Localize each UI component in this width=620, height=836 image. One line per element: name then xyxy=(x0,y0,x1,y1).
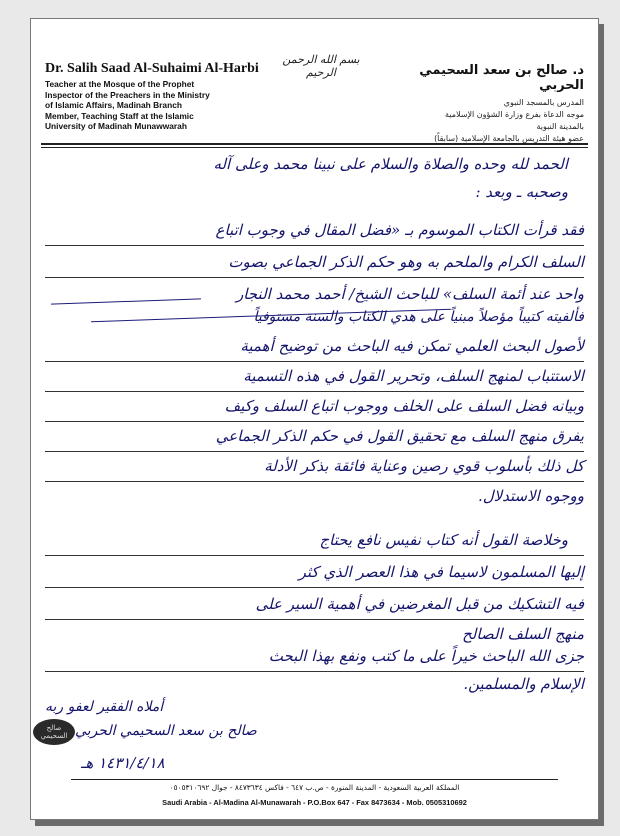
ruled-line xyxy=(45,587,584,588)
handwritten-line: منهج السلف الصالح xyxy=(462,625,584,643)
letter-date: ١٤٣١/٤/١٨ هـ xyxy=(81,754,165,772)
title-line-arabic: عضو هيئة التدريس بالجامعة الإسلامية (سابقاً) xyxy=(434,134,584,143)
signature-name: صالح بن سعد السحيمي الحربي xyxy=(75,723,257,739)
handwritten-line: كل ذلك بأسلوب قوي رصين وعناية فائقة بذكر الأدلة xyxy=(264,457,584,475)
ruled-line xyxy=(45,555,584,556)
ruled-line xyxy=(45,361,584,362)
handwritten-line: جزى الله الباحث خيراً على ما كتب ونفع بهذا البحث xyxy=(268,647,584,665)
letter-page xyxy=(30,18,599,820)
title-line: University of Madinah Munawwarah xyxy=(45,121,187,132)
title-line: of Islamic Affairs, Madinah Branch xyxy=(45,100,182,111)
handwritten-line: واحد عند أئمة السلف» للباحث الشيخ/ أحمد محمد النجار xyxy=(236,285,584,303)
handwritten-line: فقد قرأت الكتاب الموسوم بـ «فضل المقال في وجوب اتباع xyxy=(215,221,584,239)
author-name-arabic: د. صالح بن سعد السحيمي الحربي xyxy=(419,63,584,93)
handwritten-line: وصحبه ـ وبعد : xyxy=(475,183,568,201)
signature-stamp: صالح السحيمي xyxy=(33,719,75,745)
handwritten-line: وبيانه فضل السلف على الخلف ووجوب اتباع السلف وكيف xyxy=(224,397,584,415)
handwritten-line: فألفيته كتيباً مؤصلاً مبنياً على هدي الكتاب والسنة مستوفياً xyxy=(253,309,584,325)
title-line: Teacher at the Mosque of the Prophet xyxy=(45,79,195,89)
footer-divider xyxy=(71,779,558,780)
strikethrough-mark xyxy=(51,298,201,304)
footer-arabic: المملكة العربية السعودية - المدينة المنورة - ص.ب ٦٤٧ - فاكس ٨٤٧٣٦٣٤ - جوال ٠٥٠٥٣١٠٦٩٢ xyxy=(169,783,460,792)
handwritten-line: لأصول البحث العلمي تمكن فيه الباحث من توضيح أهمية xyxy=(240,337,584,355)
ruled-line xyxy=(45,245,584,246)
basmala-calligraphy: بسم الله الرحمن الرحيم xyxy=(282,53,360,79)
handwritten-line: إليها المسلمون لاسيما في هذا العصر الذي كثر xyxy=(298,563,584,581)
handwritten-line: الاستتباب لمنهج السلف، وتحرير القول في هذه التسمية xyxy=(243,367,584,385)
ruled-line xyxy=(45,277,584,278)
title-line: Inspector of the Preachers in the Ministry xyxy=(45,89,210,100)
header-divider xyxy=(41,143,588,145)
header-divider xyxy=(41,147,588,148)
title-line-arabic: موجه الدعاة بفرع وزارة الشؤون الإسلامية xyxy=(444,110,584,119)
dictated-by-note: أملاه الفقير لعفو ربه xyxy=(45,699,164,715)
footer-english: Saudi Arabia - Al-Madina Al-Munawarah - P.O.Box 647 - Fax 8473634 - Mob. 0505310692 xyxy=(162,798,467,807)
handwritten-line: السلف الكرام والملحم به وهو حكم الذكر الجماعي بصوت xyxy=(228,253,584,271)
ruled-line xyxy=(45,451,584,452)
letterhead-arabic xyxy=(384,63,584,145)
handwritten-line: وخلاصة القول أنه كتاب نفيس نافع يحتاج xyxy=(319,531,568,549)
author-name-english: Dr. Salih Saad Al-Suhaimi Al-Harbi xyxy=(45,61,259,76)
title-line-arabic: بالمدينة النبوية xyxy=(536,122,584,131)
ruled-line xyxy=(45,619,584,620)
ruled-line xyxy=(45,421,584,422)
handwritten-line: فيه التشكيك من قبل المغرضين في أهمية السير على xyxy=(255,595,584,613)
handwritten-line: يفرق منهج السلف مع تحقيق القول في حكم الذكر الجماعي xyxy=(215,427,584,445)
ruled-line xyxy=(45,481,584,482)
handwritten-line: الإسلام والمسلمين. xyxy=(463,675,584,693)
title-line-arabic: المدرس بالمسجد النبوي xyxy=(503,98,584,107)
title-line: Member, Teaching Staff at the Islamic xyxy=(45,110,194,121)
handwritten-line: الحمد لله وحده والصلاة والسلام على نبينا محمد وعلى آله xyxy=(213,155,568,173)
letterhead-english xyxy=(45,61,260,132)
handwritten-line: ووجوه الاستدلال. xyxy=(477,487,584,505)
ruled-line xyxy=(45,671,584,672)
ruled-line xyxy=(45,391,584,392)
